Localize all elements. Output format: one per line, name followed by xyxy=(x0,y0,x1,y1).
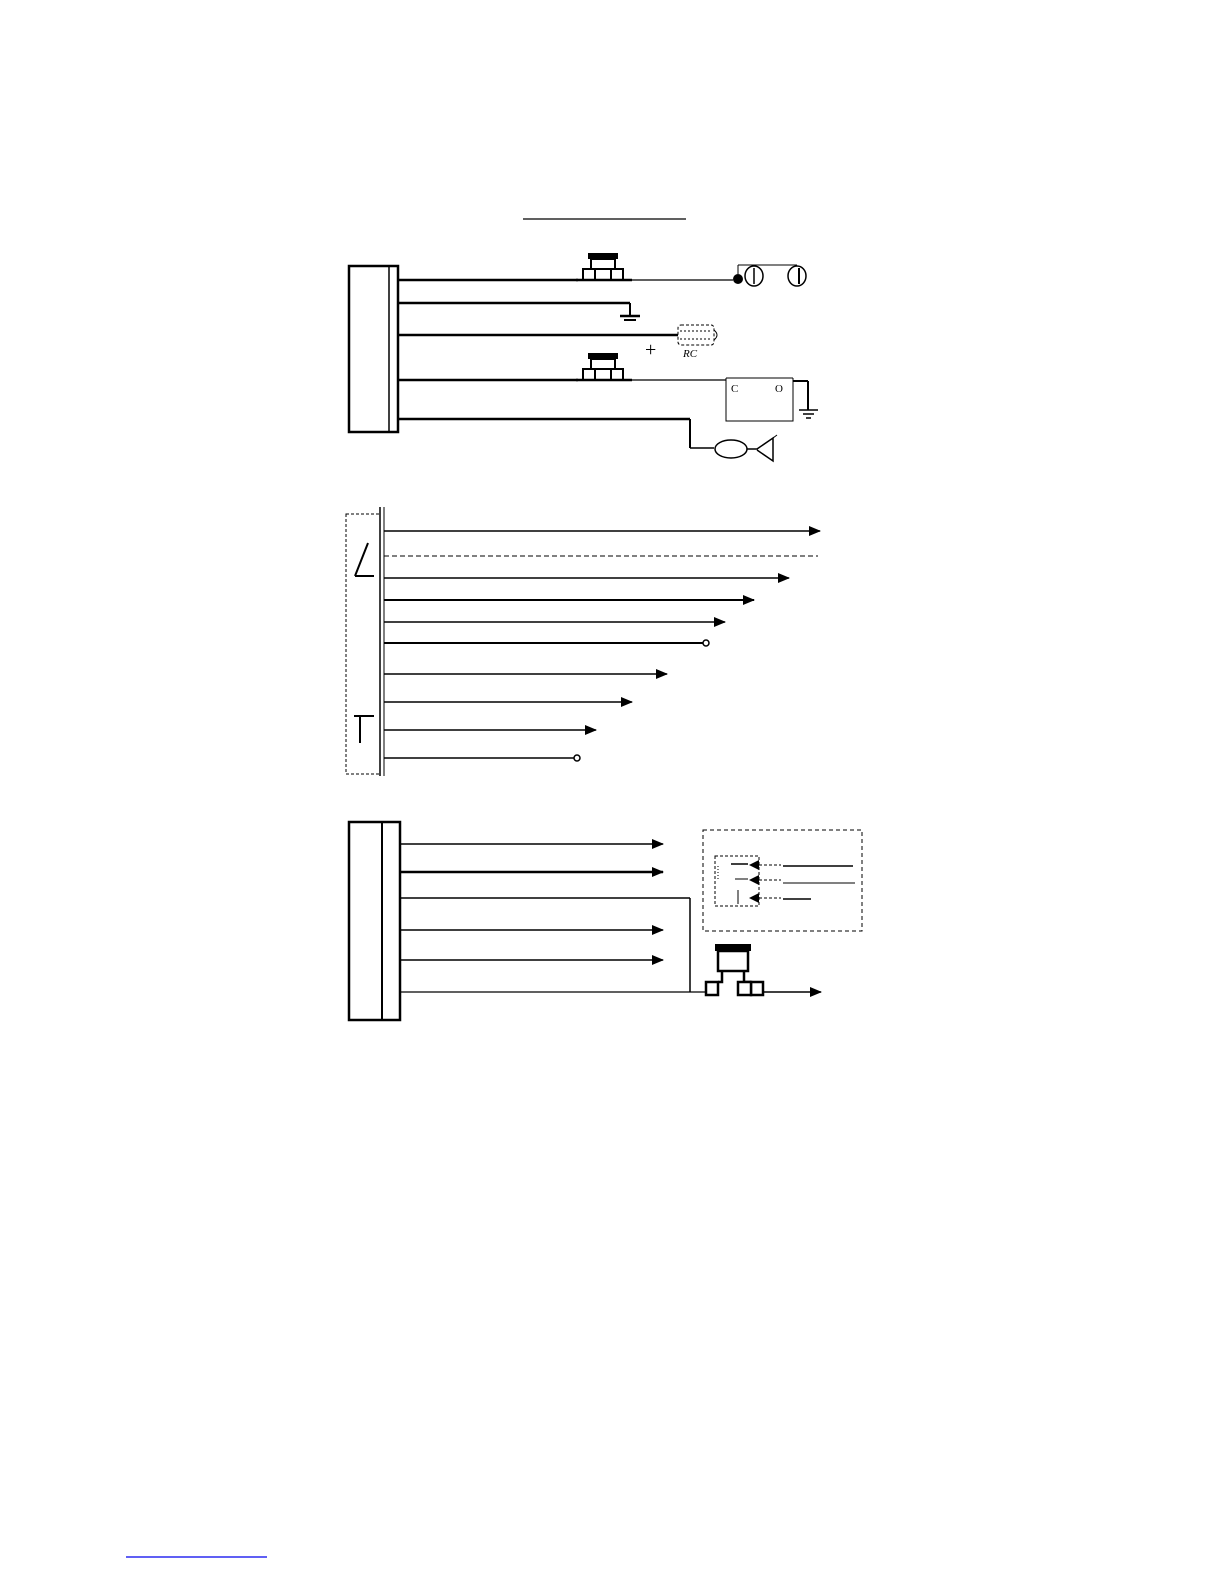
relay-icon xyxy=(576,253,632,280)
wire-end-terminal xyxy=(703,640,709,646)
battery-box-icon xyxy=(726,378,793,421)
connector-block-1 xyxy=(349,266,398,432)
svg-text:+: + xyxy=(645,339,657,361)
wire-end-terminal xyxy=(574,755,580,761)
section-3-lock-harness xyxy=(349,822,862,1020)
motor-label: RC xyxy=(683,348,698,360)
section-1-output-harness xyxy=(349,253,818,461)
relay-icon xyxy=(576,353,632,380)
plus-sign xyxy=(645,339,656,361)
svg-text:O: O xyxy=(775,383,783,395)
motor-icon xyxy=(678,325,717,345)
connector-block-3 xyxy=(349,822,400,1020)
siren-icon xyxy=(715,435,777,461)
lamp-icon xyxy=(788,266,806,286)
ground-icon xyxy=(620,316,640,320)
svg-text:C: C xyxy=(731,383,739,395)
section-2-input-harness xyxy=(346,507,820,776)
relay-icon xyxy=(706,944,763,995)
ground-icon xyxy=(799,410,818,418)
